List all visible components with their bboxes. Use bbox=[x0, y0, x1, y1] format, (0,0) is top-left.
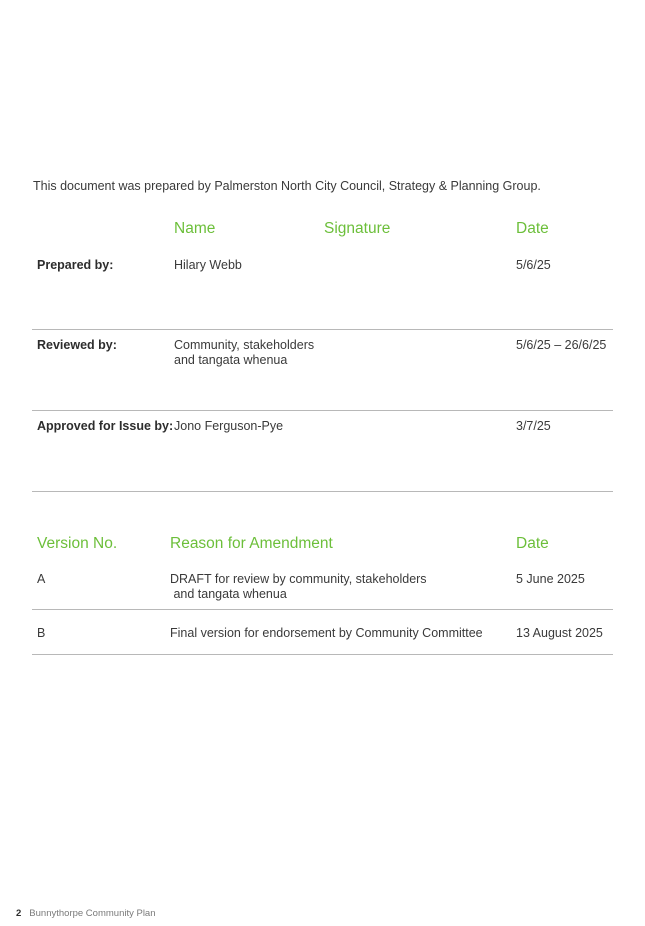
version-reason-line1: Final version for endorsement by Community Committee bbox=[170, 626, 483, 640]
reviewed-by-label: Reviewed by: bbox=[37, 338, 117, 352]
reviewed-by-name-line2: and tangata whenua bbox=[174, 353, 288, 367]
reviewed-by-date: 5/6/25 – 26/6/25 bbox=[516, 338, 607, 352]
intro-text: This document was prepared by Palmerston North City Council, Strategy & Planning Group. bbox=[33, 179, 541, 193]
header-date: Date bbox=[516, 220, 549, 237]
approved-by-date: 3/7/25 bbox=[516, 419, 551, 433]
reviewed-by-name-line1: Community, stakeholders bbox=[174, 338, 315, 352]
row-divider bbox=[32, 609, 613, 610]
version-number: A bbox=[37, 572, 46, 586]
row-divider bbox=[32, 410, 613, 411]
header-name: Name bbox=[174, 220, 216, 237]
page-number: 2 bbox=[16, 908, 22, 919]
version-reason-line2: and tangata whenua bbox=[170, 587, 287, 601]
header-version-date: Date bbox=[516, 535, 549, 552]
row-divider bbox=[32, 491, 613, 492]
version-reason-line1: DRAFT for review by community, stakeholders bbox=[170, 572, 427, 586]
version-number: B bbox=[37, 626, 46, 640]
document-title: Bunnythorpe Community Plan bbox=[29, 908, 156, 919]
header-signature: Signature bbox=[324, 220, 391, 237]
version-date: 13 August 2025 bbox=[516, 626, 603, 640]
page-footer bbox=[16, 908, 156, 919]
version-date: 5 June 2025 bbox=[516, 572, 585, 586]
header-version: Version No. bbox=[37, 535, 118, 552]
row-divider bbox=[32, 654, 613, 655]
header-reason: Reason for Amendment bbox=[170, 535, 333, 552]
prepared-by-name: Hilary Webb bbox=[174, 258, 242, 272]
row-divider bbox=[32, 329, 613, 330]
approved-by-name: Jono Ferguson-Pye bbox=[174, 419, 284, 433]
prepared-by-label: Prepared by: bbox=[37, 258, 114, 272]
approved-by-label: Approved for Issue by: bbox=[37, 419, 174, 433]
prepared-by-date: 5/6/25 bbox=[516, 258, 551, 272]
